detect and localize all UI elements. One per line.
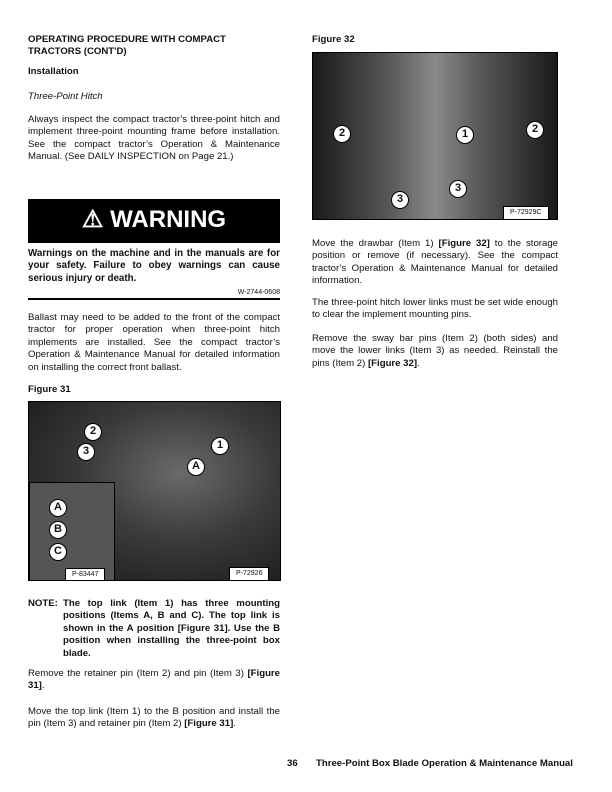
sway-bar-paragraph: Remove the sway bar pins (Item 2) (both sides) and move the lower links (Item 3) as needed. Reinstall the pins (Item 2) [Figure 32]. [312, 333, 558, 369]
callout-3: 3 [77, 443, 95, 461]
drawbar-paragraph: Move the drawbar (Item 1) [Figure 32] to the storage position or remove (if necessary). See the compact tractor’s Operation & Maintenance Manual for detailed information. [312, 238, 558, 287]
page-number: 36 [287, 758, 298, 769]
callout-2-right: 2 [526, 121, 544, 139]
subheading-installation: Installation [28, 66, 79, 77]
callout-inset-c: C [49, 543, 67, 561]
callout-1: 1 [456, 126, 474, 144]
callout-3-right: 3 [449, 180, 467, 198]
callout-2-left: 2 [333, 125, 351, 143]
warning-code: W-2744-0608 [237, 289, 280, 296]
note-label: NOTE: [28, 598, 58, 609]
callout-1: 1 [211, 437, 229, 455]
callout-3-left: 3 [391, 191, 409, 209]
figure-32-photo [312, 52, 558, 220]
note-text: The top link (Item 1) has three mounting positions (Items A, B and C). The top link is shown in the A position [Figure 31]. Use the B position when installing the three-point box blade. [63, 598, 280, 659]
remove-pin-paragraph: Remove the retainer pin (Item 2) and pin (Item 3) [Figure 31]. [28, 668, 280, 692]
warning-banner [28, 199, 280, 243]
inspection-paragraph: Always inspect the compact tractor’s three-point hitch and implement three-point mounting frame before installation. See the compact tractor’s Operation & Maintenance Manual. (See DAILY INSPECTION on Page 21.) [28, 114, 280, 163]
warning-title: WARNING [110, 206, 227, 233]
footer-title: Three-Point Box Blade Operation & Maintenance Manual [316, 758, 573, 769]
figure-32-label: Figure 32 [312, 34, 355, 45]
ballast-paragraph: Ballast may need to be added to the front of the compact tractor for proper operation when three-point hitch implements are installed. See the compact tractor’s Operation & Maintenance Manual for detailed information on installing the correct front ballast. [28, 312, 280, 373]
photo-code: P-72929C [503, 206, 549, 220]
inset-photo-code: P-83447 [65, 568, 105, 581]
warning-divider [28, 298, 280, 300]
figure-31-label: Figure 31 [28, 384, 71, 395]
callout-2: 2 [84, 423, 102, 441]
warning-triangle-icon: ⚠ [81, 206, 104, 233]
lower-links-paragraph: The three-point hitch lower links must be set wide enough to clear the implement mounting pins. [312, 297, 558, 321]
subheading-three-point-hitch: Three-Point Hitch [28, 91, 103, 102]
section-heading: OPERATING PROCEDURE WITH COMPACT TRACTORS (CONT'D) [28, 34, 226, 58]
photo-code: P-72926 [229, 567, 269, 581]
move-top-link-paragraph: Move the top link (Item 1) to the B position and install the pin (Item 3) and retainer pin (Item 2) [Figure 31]. [28, 706, 280, 730]
inset-photo [29, 482, 115, 581]
callout-inset-b: B [49, 521, 67, 539]
warning-text: Warnings on the machine and in the manuals are for your safety. Failure to obey warnings can cause serious injury or death. [28, 248, 280, 284]
figure-31-photo [28, 401, 281, 581]
callout-inset-a: A [49, 499, 67, 517]
callout-a: A [187, 458, 205, 476]
